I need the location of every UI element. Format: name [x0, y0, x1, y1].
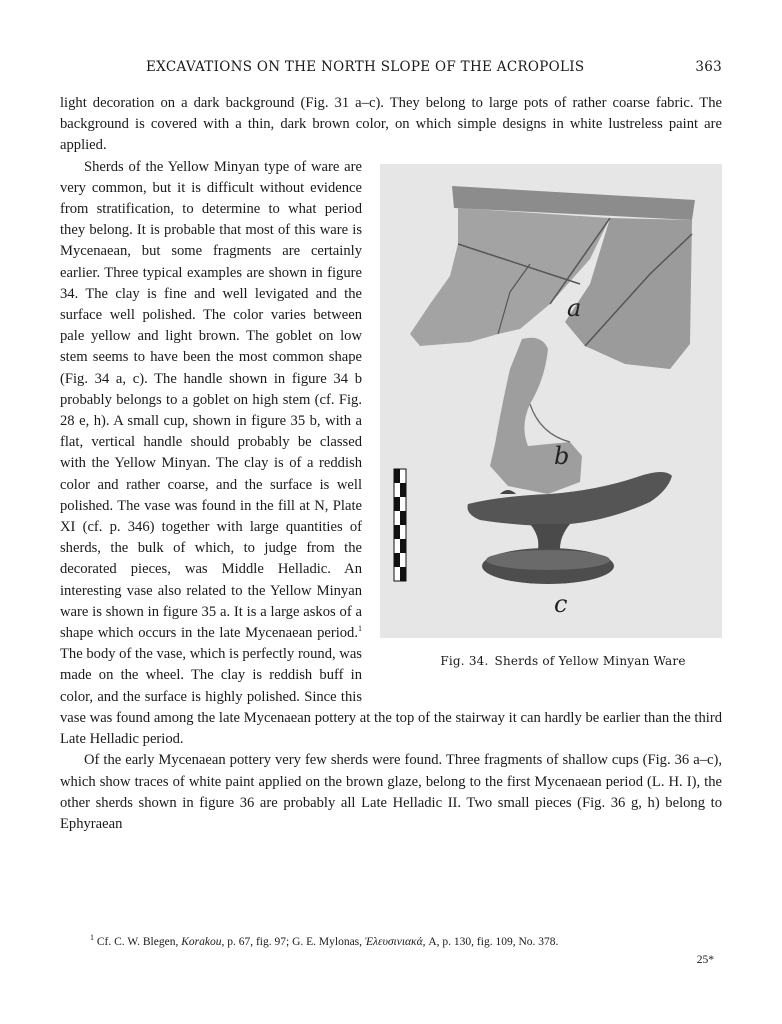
figure-34 — [380, 164, 722, 694]
running-head-title: EXCAVATIONS ON THE NORTH SLOPE OF THE ACROPOLIS — [146, 59, 585, 75]
footnote-eleusiniaka: Ἐλευσινιακά — [364, 936, 423, 948]
label-a: a — [567, 293, 582, 322]
running-head — [60, 59, 722, 79]
label-c: c — [554, 589, 568, 618]
figure-caption — [380, 651, 722, 672]
footnote-part3: , A, p. 130, fig. 109, No. 378. — [422, 936, 559, 948]
footnote-ref: 1 — [358, 624, 362, 634]
footnote-part2: , p. 67, fig. 97; G. E. Mylonas, — [221, 936, 365, 948]
body-text — [60, 93, 722, 835]
footnote-marker: 1 — [90, 933, 94, 943]
paragraph-2 — [60, 157, 722, 751]
signature-mark: 25* — [696, 954, 714, 966]
figure-photo — [380, 164, 722, 638]
label-b: b — [554, 441, 570, 470]
footnote-korakou: Korakou — [181, 936, 222, 948]
footnote — [90, 933, 730, 948]
paragraph-2b: The body of the vase, which is perfectly round, was made on the wheel. The clay is reddish buff in color, and the surface is highly polished. Since this vase was found among the late Mycenaean pottery at the top of the stairway it can hardly be earlier than the third Late Helladic period. — [60, 646, 722, 748]
caption-text: Sherds of Yellow Minyan Ware — [494, 653, 686, 668]
footnote-part1: Cf. C. W. Blegen, — [94, 936, 182, 948]
paragraph-1: light decoration on a dark background (Fig. 31 a–c). They belong to large pots of rather coarse fabric. The background is covered with a thin, dark brown color, on which simple designs in white lustreless paint are applied. — [60, 95, 722, 154]
sherds-illustration — [380, 164, 722, 638]
paragraph-2a: Sherds of the Yellow Minyan type of ware are very common, but it is difficult without evidence from stratification, to determine to what period they belong. It is probable that most of this ware is Mycenaean, but some fragments are certainly earlier. Three typical examples are shown in figure 34. The clay is fine and well levigated and the surface well polished. The color varies between pale yellow and light brown. The goblet on low stem seems to have been the most common shape (Fig. 34 a, c). The handle shown in figure 34 b probably belongs to a goblet on high stem (cf. Fig. 28 e, h). A small cup, shown in figure 35 b, with a flat, vertical handle should probably be classed with the Yellow Minyan. The clay is of a reddish color and rather coarse, and the surface is well polished. The vase was found in the fill at N, Plate XI (cf. p. 346) together with large quantities of sherds, the bulk of which, to judge from the decorated pieces, was Middle Helladic. An interesting vase also related to the Yellow Minyan ware is shown in figure 35 a. It is a large askos of a shape which occurs in the late Mycenaean period. — [60, 158, 362, 642]
paragraph-3: Of the early Mycenaean pottery very few sherds were found. Three fragments of shallow cups (Fig. 36 a–c), which show traces of white paint applied on the brown glaze, belong to the first Mycenaean period (L. H. I), the other sherds shown in figure 36 are probably all Late Helladic II. Two small pieces (Fig. 36 g, h) belong to Ephyraean — [60, 752, 722, 832]
caption-number: Fig. 34. — [440, 653, 489, 668]
scale-bar — [394, 469, 406, 581]
page-number: 363 — [695, 59, 722, 75]
